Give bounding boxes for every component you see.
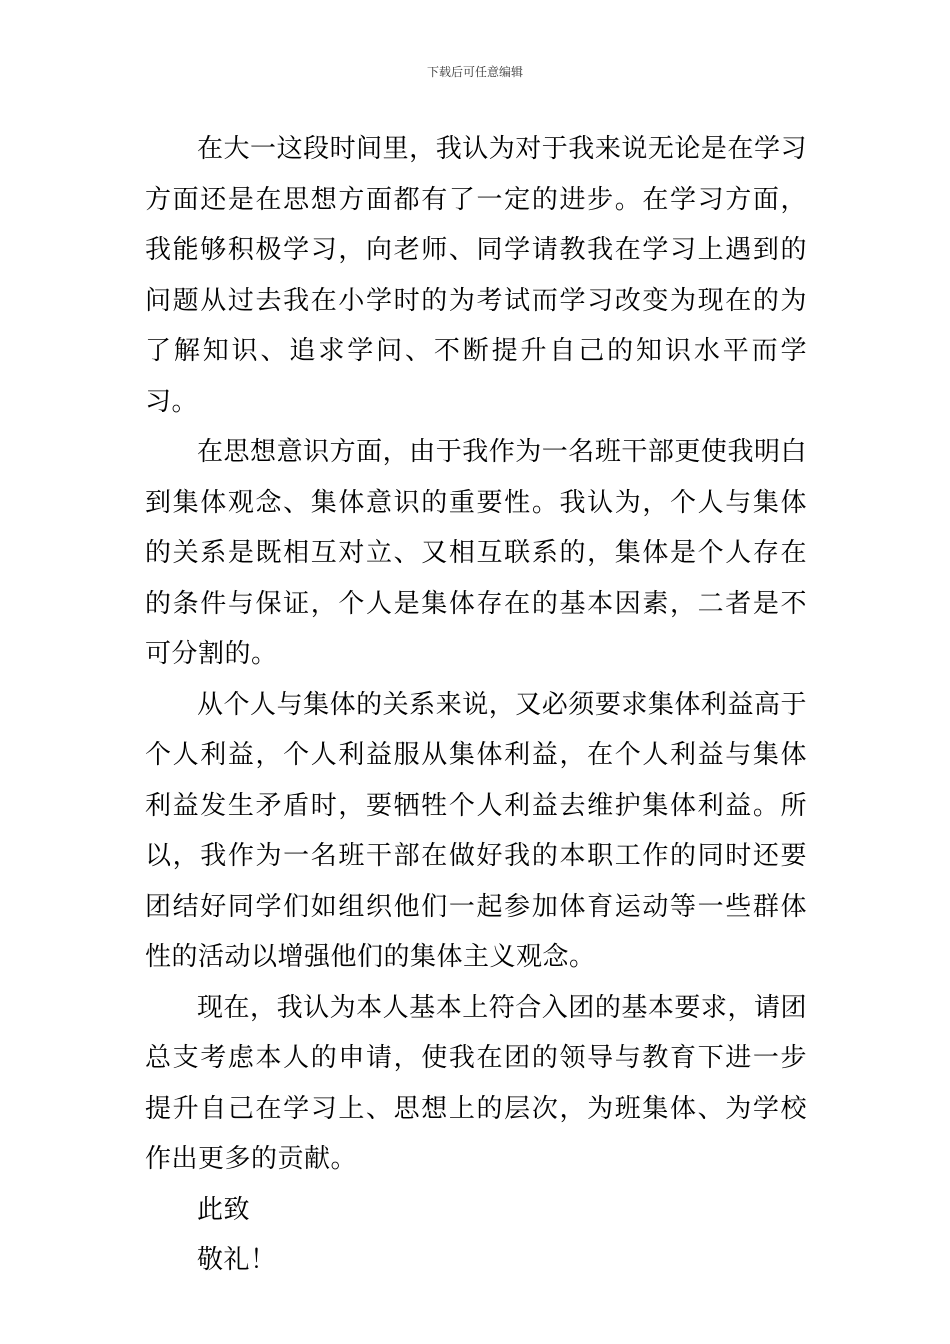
- paragraph-study: 在大一这段时间里，我认为对于我来说无论是在学习方面还是在思想方面都有了一定的进步。在学习方面，我能够积极学习，向老师、同学请教我在学习上遇到的问题从过去我在小学时的为考试而学习改变为现在的为了解知识、追求学问、不断提升自己的知识水平而学习。: [145, 134, 807, 417]
- paragraph-thought: 在思想意识方面，由于我作为一名班干部更使我明白到集体观念、集体意识的重要性。我认为，个人与集体的关系是既相互对立、又相互联系的，集体是个人存在的条件与保证，个人是集体存在的基本因素，二者是不可分割的。: [145, 437, 807, 669]
- paragraph-collective: 从个人与集体的关系来说，又必须要求集体利益高于个人利益，个人利益服从集体利益，在个人利益与集体利益发生矛盾时，要牺牲个人利益去维护集体利益。所以，我作为一名班干部在做好我的本职工作的同时还要团结好同学们如组织他们一起参加体育运动等一些群体性的活动以增强他们的集体主义观念。: [145, 689, 807, 972]
- header-note: 下载后可任意编辑: [426, 65, 523, 79]
- closing-regards: 敬礼！: [197, 1245, 277, 1275]
- paragraph-request: 现在，我认为本人基本上符合入团的基本要求，请团总支考虑本人的申请，使我在团的领导与教育下进一步提升自己在学习上、思想上的层次，为班集体、为学校作出更多的贡献。: [145, 992, 807, 1174]
- closing-salutation: 此致: [197, 1194, 251, 1225]
- letter-body: [145, 124, 807, 1286]
